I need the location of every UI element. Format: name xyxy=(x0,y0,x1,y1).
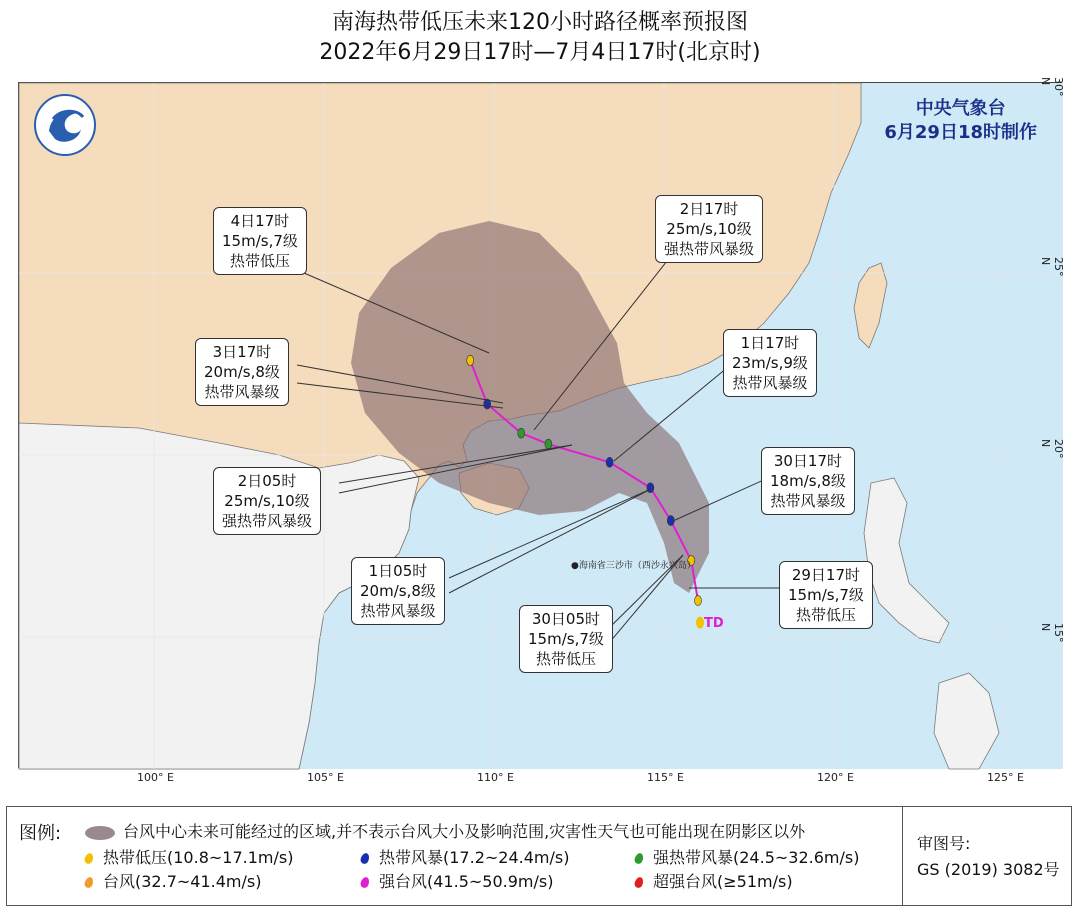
legend-title: 图例: xyxy=(19,823,62,844)
track-point xyxy=(545,439,552,449)
callout-4d17 xyxy=(213,207,307,275)
callout-level: 强热带风暴级 xyxy=(222,512,313,530)
callout-time: 30日05时 xyxy=(531,610,601,628)
callout-wind: 20m/s,8级 xyxy=(204,363,280,381)
callout-time: 1日17时 xyxy=(740,334,800,352)
track-point xyxy=(467,355,474,365)
legend-item-label: 热带风暴(17.2~24.4m/s) xyxy=(379,848,570,867)
agency-block xyxy=(884,97,1037,145)
callout-time: 3日17时 xyxy=(212,343,272,361)
title-line-1: 南海热带低压未来120小时路径概率预报图 xyxy=(332,10,748,35)
track-point xyxy=(647,483,654,493)
callout-3d17 xyxy=(195,338,289,406)
lon-tick: 125° E xyxy=(987,771,1024,784)
legend-item-label: 热带低压(10.8~17.1m/s) xyxy=(103,848,294,867)
map-title xyxy=(0,8,1080,68)
callout-level: 热带风暴级 xyxy=(204,383,280,401)
legend-item-label: 台风(32.7~41.4m/s) xyxy=(103,872,262,891)
callout-time: 30日17时 xyxy=(773,452,843,470)
legend-area-text: 台风中心未来可能经过的区域,并不表示台风大小及影响范围,灾害性天气也可能出现在阴影区以外 xyxy=(123,822,806,841)
current-position-marker xyxy=(696,617,704,629)
callout-30d05 xyxy=(519,605,613,673)
cma-logo-icon xyxy=(33,93,97,157)
callout-time: 4日17时 xyxy=(230,212,290,230)
legend-panel xyxy=(6,806,1072,906)
callout-2d17 xyxy=(655,195,763,263)
lon-tick: 115° E xyxy=(647,771,684,784)
callout-wind: 18m/s,8级 xyxy=(770,472,846,490)
legend-area-entry xyxy=(85,819,805,842)
callout-2d05 xyxy=(213,467,321,535)
callout-30d17 xyxy=(761,447,855,515)
map-panel[interactable] xyxy=(18,77,1065,784)
legend-item xyxy=(361,869,553,892)
typhoon-marker-icon xyxy=(633,852,644,865)
callout-wind: 15m/s,7级 xyxy=(528,630,604,648)
lat-tick: 30° N xyxy=(1039,77,1065,97)
typhoon-marker-icon xyxy=(359,852,370,865)
lon-tick: 120° E xyxy=(817,771,854,784)
track-point xyxy=(606,457,613,467)
td-label: TD xyxy=(704,616,724,631)
typhoon-marker-icon xyxy=(359,876,370,889)
callout-1d17 xyxy=(723,329,817,397)
callout-time: 29日17时 xyxy=(791,566,861,584)
review-code: GS (2019) 3082号 xyxy=(917,860,1060,879)
lat-tick: 15° N xyxy=(1039,623,1065,643)
track-point xyxy=(695,596,702,606)
callout-time: 2日05时 xyxy=(237,472,297,490)
lon-tick: 100° E xyxy=(137,771,174,784)
callout-level: 热带低压 xyxy=(535,650,596,668)
legend-item xyxy=(635,869,793,892)
callout-wind: 20m/s,8级 xyxy=(360,582,436,600)
typhoon-marker-icon xyxy=(83,852,94,865)
legend-item-label: 超强台风(≥51m/s) xyxy=(653,872,793,891)
track-point xyxy=(518,428,525,438)
legend-item-label: 强热带风暴(24.5~32.6m/s) xyxy=(653,848,860,867)
callout-1d05 xyxy=(351,557,445,625)
callout-wind: 25m/s,10级 xyxy=(666,220,752,238)
legend-item xyxy=(85,845,293,868)
legend-left xyxy=(7,807,903,905)
cone-swatch-icon xyxy=(85,826,115,840)
lon-tick: 110° E xyxy=(477,771,514,784)
lat-tick: 20° N xyxy=(1039,439,1065,459)
legend-item xyxy=(85,869,261,892)
legend-item xyxy=(361,845,569,868)
review-label: 审图号: xyxy=(917,834,971,853)
issue-time: 6月29日18时制作 xyxy=(884,122,1037,143)
title-line-2: 2022年6月29日17时—7月4日17时(北京时) xyxy=(319,40,761,65)
callout-time: 1日05时 xyxy=(368,562,428,580)
callout-level: 热带低压 xyxy=(795,606,856,624)
callout-level: 热带风暴级 xyxy=(732,374,808,392)
callout-level: 热带风暴级 xyxy=(770,492,846,510)
legend-item xyxy=(635,845,859,868)
callout-level: 强热带风暴级 xyxy=(664,240,755,258)
lat-tick: 25° N xyxy=(1039,257,1065,277)
review-block xyxy=(905,807,1071,905)
agency-name: 中央气象台 xyxy=(915,98,1006,119)
callout-wind: 23m/s,9级 xyxy=(732,354,808,372)
legend-item-label: 强台风(41.5~50.9m/s) xyxy=(379,872,554,891)
callout-level: 热带风暴级 xyxy=(360,602,436,620)
callout-wind: 15m/s,7级 xyxy=(222,232,298,250)
callout-29d17 xyxy=(779,561,873,629)
typhoon-marker-icon xyxy=(633,876,644,889)
callout-wind: 15m/s,7级 xyxy=(788,586,864,604)
typhoon-marker-icon xyxy=(83,876,94,889)
callout-level: 热带低压 xyxy=(229,252,290,270)
place-label: ●海南省三沙市（西沙永兴岛） xyxy=(571,561,696,571)
lon-tick: 105° E xyxy=(307,771,344,784)
callout-wind: 25m/s,10级 xyxy=(224,492,310,510)
callout-time: 2日17时 xyxy=(679,200,739,218)
